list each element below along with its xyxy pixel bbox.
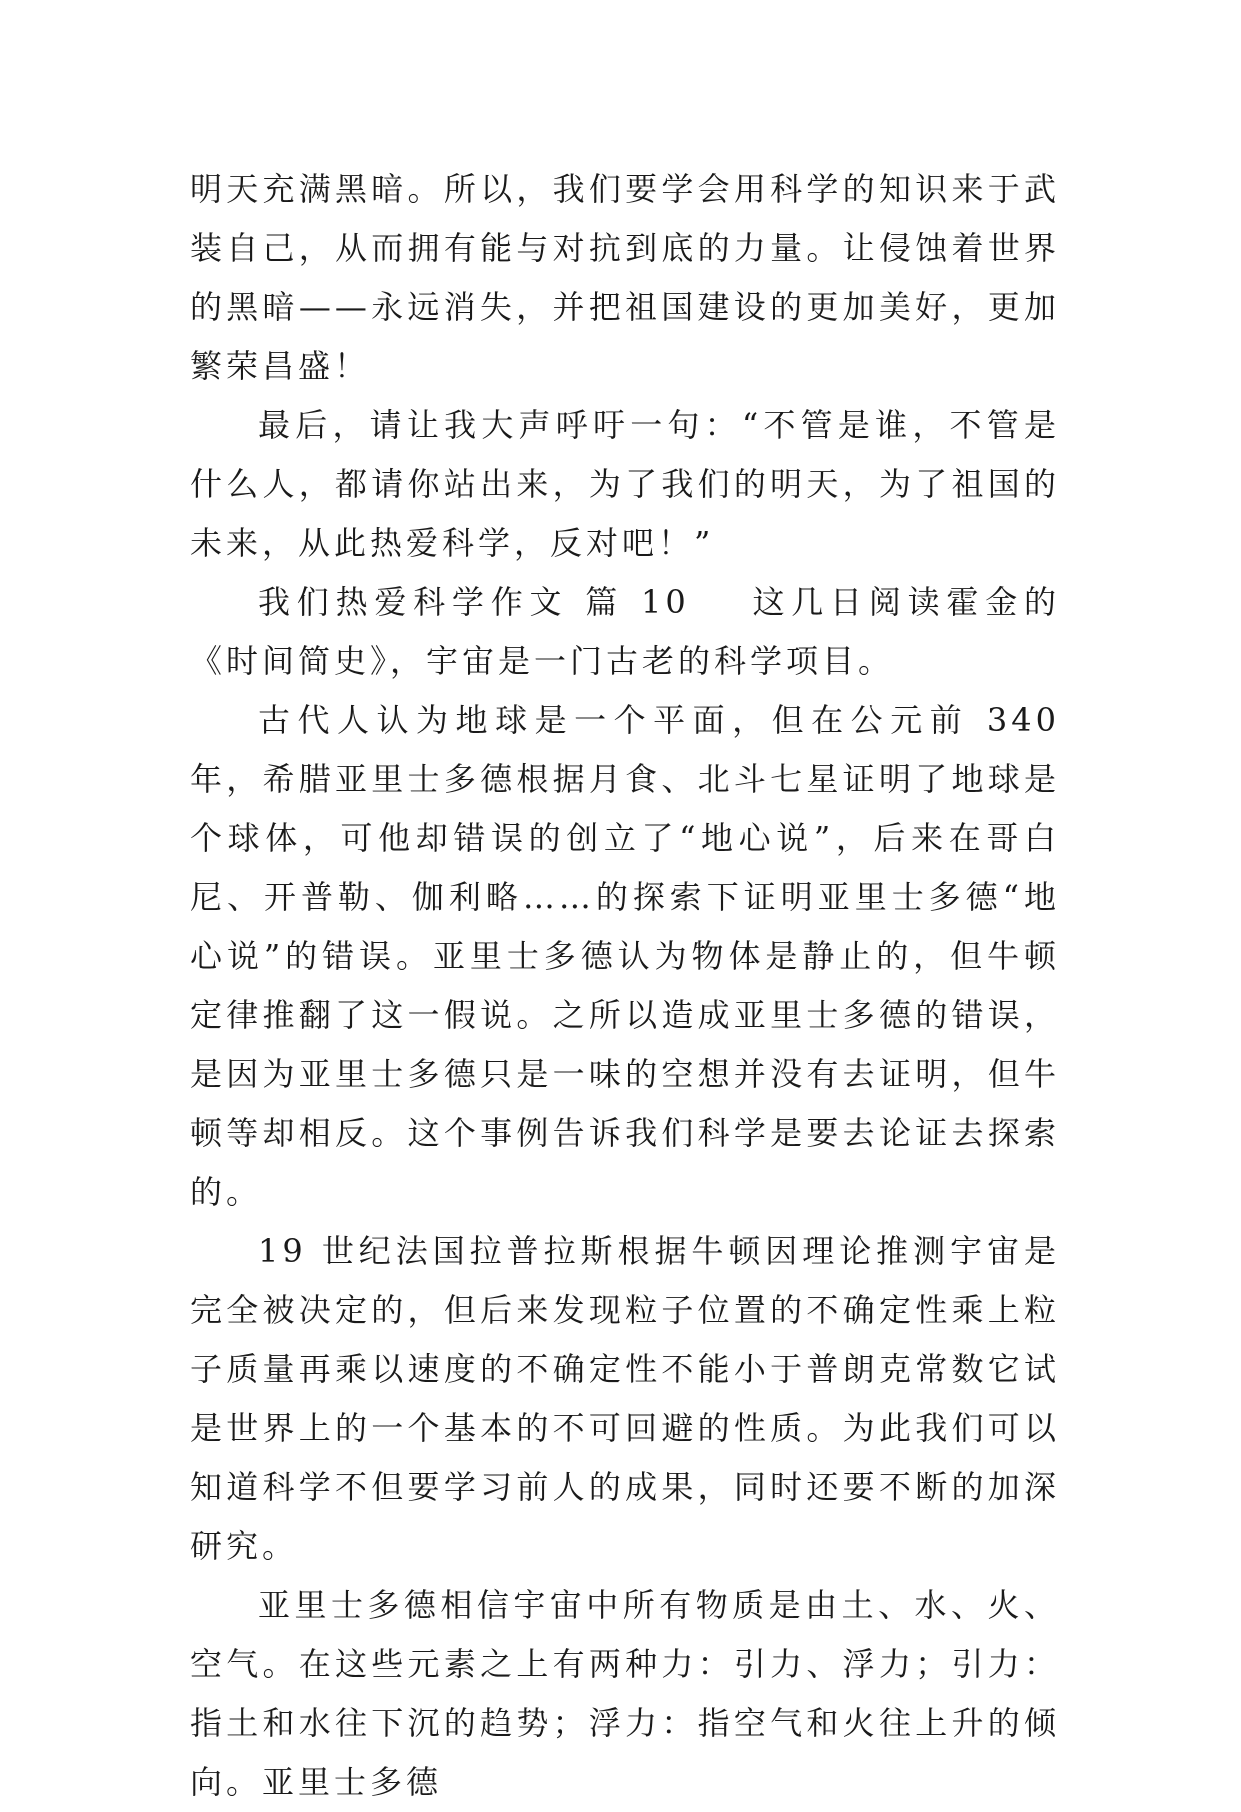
document-body [190, 160, 1060, 1812]
paragraph-6 [190, 1576, 1060, 1812]
paragraph-1 [190, 160, 1060, 396]
paragraph-1-text: 明天充满黑暗。所以，我们要学会用科学的知识来于武装自己，从而拥有能与对抗到底的力量。让侵蚀着世界的黑暗——永远消失，并把祖国建设的更加美好，更加繁荣昌盛！ [190, 170, 1060, 385]
paragraph-3-text: 这几日阅读霍金的《时间简史》，宇宙是一门古老的科学项目。 [190, 583, 1060, 680]
paragraph-4 [190, 691, 1060, 1222]
paragraph-6-text: 亚里士多德相信宇宙中所有物质是由土、水、火、空气。在这些元素之上有两种力：引力、浮力；引力：指土和水往下沉的趋势；浮力：指空气和火往上升的倾向。亚里士多德 [190, 1586, 1060, 1801]
paragraph-4-text: 古代人认为地球是一个平面，但在公元前 340 年，希腊亚里士多德根据月食、北斗七星证明了地球是个球体，可他却错误的创立了“地心说”，后来在哥白尼、开普勒、伽利略……的探索下证明亚里士多德“地心说”的错误。亚里士多德认为物体是静止的，但牛顿定律推翻了这一假说。之所以造成亚里士多德的错误，是因为亚里士多德只是一味的空想并没有去证明，但牛顿等却相反。这个事例告诉我们科学是要去论证去探索的。 [190, 701, 1060, 1211]
paragraph-5 [190, 1222, 1060, 1576]
paragraph-2 [190, 396, 1060, 573]
paragraph-2-text: 最后，请让我大声呼吁一句：“不管是谁，不管是什么人，都请你站出来，为了我们的明天，为了祖国的未来，从此热爱科学，反对吧！” [190, 406, 1060, 562]
essay-heading: 我们热爱科学作文 篇 10 [258, 583, 690, 621]
paragraph-3 [190, 573, 1060, 691]
paragraph-5-text: 19 世纪法国拉普拉斯根据牛顿因理论推测宇宙是完全被决定的，但后来发现粒子位置的不确定性乘上粒子质量再乘以速度的不确定性不能小于普朗克常数它试是世界上的一个基本的不可回避的性质。为此我们可以知道科学不但要学习前人的成果，同时还要不断的加深研究。 [190, 1232, 1060, 1565]
